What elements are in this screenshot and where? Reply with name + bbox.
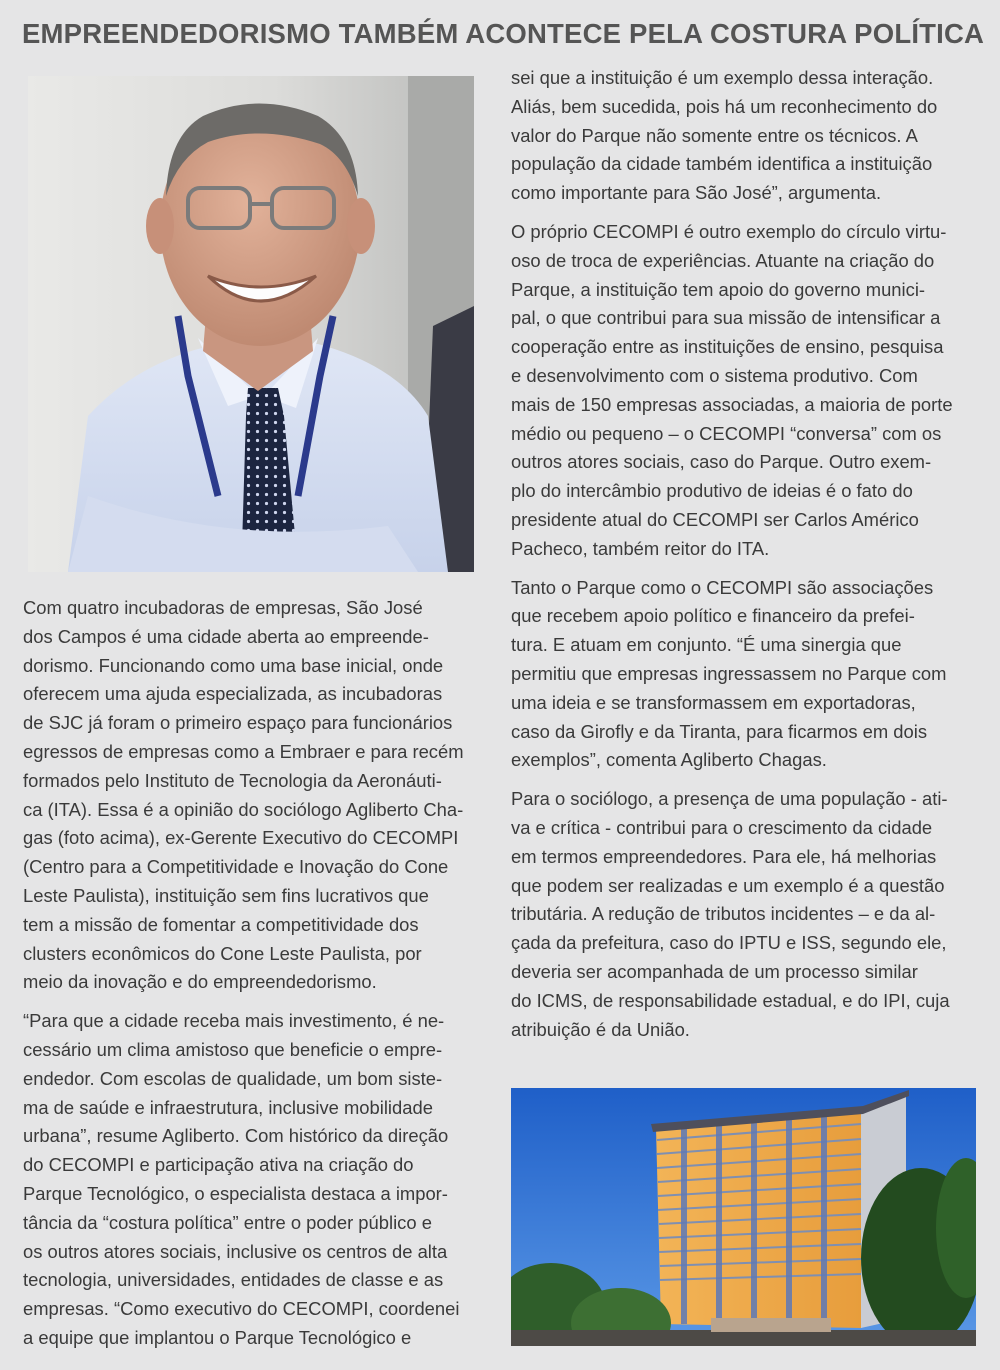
text-line: atribuição é da União. xyxy=(511,1018,690,1040)
text-line: oferecem uma ajuda especializada, as incubadoras xyxy=(23,683,443,705)
text-line: dos Campos é uma cidade aberta ao empreende- xyxy=(23,625,429,647)
text-line: os outros atores sociais, inclusive os centros de alta xyxy=(23,1240,448,1262)
article-headline: EMPREENDEDORISMO TAMBÉM ACONTECE PELA COSTURA POLÍTICA xyxy=(22,18,985,49)
text-line: endedor. Com escolas de qualidade, um bom siste- xyxy=(23,1067,443,1089)
text-line: tância da “costura política” entre o poder público e xyxy=(23,1211,432,1233)
text-line: cessário um clima amistoso que beneficie o empre- xyxy=(23,1038,443,1060)
text-line: tributária. A redução de tributos incidentes – e da al- xyxy=(511,903,936,925)
paragraph xyxy=(511,785,973,1044)
text-line: çada da prefeitura, caso do IPTU e ISS, segundo ele, xyxy=(511,932,947,954)
text-line: em termos empreendedores. Para ele, há melhorias xyxy=(511,845,937,867)
text-line: e desenvolvimento com o sistema produtivo. Com xyxy=(511,364,918,386)
text-line: O próprio CECOMPI é outro exemplo do círculo virtu- xyxy=(511,220,947,242)
text-line: permitiu que empresas ingressassem no Parque com xyxy=(511,662,947,684)
text-line: que podem ser realizadas e um exemplo é a questão xyxy=(511,874,945,896)
text-line: do ICMS, de responsabilidade estadual, e do IPI, cuja xyxy=(511,989,950,1011)
text-line: médio ou pequeno – o CECOMPI “conversa” com os xyxy=(511,422,942,444)
text-line: dorismo. Funcionando como uma base inicial, onde xyxy=(23,654,444,676)
text-line: valor do Parque não somente entre os técnicos. A xyxy=(511,124,918,146)
text-line: ma de saúde e infraestrutura, inclusive mobilidade xyxy=(23,1096,433,1118)
text-line: va e crítica - contribui para o crescimento da cidade xyxy=(511,816,933,838)
text-line: deveria ser acompanhada de um processo similar xyxy=(511,960,918,982)
paragraph xyxy=(23,1007,475,1353)
paragraph xyxy=(511,574,973,776)
text-line: formados pelo Instituto de Tecnologia da Aeronáuti- xyxy=(23,769,442,791)
text-line: outros atores sociais, caso do Parque. Outro exem- xyxy=(511,451,932,473)
text-line: empresas. “Como executivo do CECOMPI, coordenei xyxy=(23,1298,460,1320)
text-line: exemplos”, comenta Agliberto Chagas. xyxy=(511,749,827,771)
paragraph xyxy=(23,594,475,997)
text-line: população da cidade também identifica a instituição xyxy=(511,153,933,175)
text-line: cooperação entre as instituições de ensino, pesquisa xyxy=(511,336,944,358)
text-line: Leste Paulista), instituição sem fins lucrativos que xyxy=(23,884,429,906)
right-column xyxy=(511,64,973,1044)
text-line: Parque Tecnológico, o especialista destaca a impor- xyxy=(23,1182,448,1204)
text-line: Parque, a instituição tem apoio do governo munici- xyxy=(511,278,926,300)
text-line: (Centro para a Competitividade e Inovação do Cone xyxy=(23,856,449,878)
text-line: como importante para São José”, argumenta. xyxy=(511,182,882,204)
text-line: de SJC já foram o primeiro espaço para funcionários xyxy=(23,712,453,734)
text-line: Para o sociólogo, a presença de uma população - ati- xyxy=(511,788,948,810)
text-line: sei que a instituição é um exemplo dessa interação. xyxy=(511,67,934,88)
paragraph xyxy=(511,64,973,208)
text-line: caso da Girofly e da Tiranta, para ficarmos em dois xyxy=(511,720,928,742)
portrait-photo xyxy=(28,76,474,572)
text-line: ca (ITA). Essa é a opinião do sociólogo Agliberto Cha- xyxy=(23,798,464,820)
text-line: mais de 150 empresas associadas, a maioria de porte xyxy=(511,393,953,415)
left-column xyxy=(23,594,475,1353)
text-line: Pacheco, também reitor do ITA. xyxy=(511,537,770,559)
text-line: urbana”, resume Agliberto. Com histórico da direção xyxy=(23,1125,449,1147)
paragraph xyxy=(511,218,973,564)
text-line: tecnologia, universidades, entidades de classe e as xyxy=(23,1269,444,1291)
text-line: presidente atual do CECOMPI ser Carlos Américo xyxy=(511,508,919,530)
text-line: oso de troca de experiências. Atuante na criação do xyxy=(511,249,935,271)
text-line: tura. E atuam em conjunto. “É uma sinergia que xyxy=(511,634,902,656)
text-line: que recebem apoio político e financeiro da prefei- xyxy=(511,605,915,627)
text-line: Aliás, bem sucedida, pois há um reconhecimento do xyxy=(511,95,938,117)
text-line: tem a missão de fomentar a competitividade dos xyxy=(23,913,419,935)
text-line: pal, o que contribui para sua missão de intensificar a xyxy=(511,307,941,329)
text-line: meio da inovação e do empreendedorismo. xyxy=(23,971,377,993)
text-line: plo do intercâmbio produtivo de ideias é o fato do xyxy=(511,480,913,502)
text-line: a equipe que implantou o Parque Tecnológico e xyxy=(23,1326,412,1348)
text-line: egressos de empresas como a Embraer e para recém xyxy=(23,740,464,762)
building-photo xyxy=(511,1088,976,1346)
text-line: Tanto o Parque como o CECOMPI são associações xyxy=(511,576,934,598)
text-line: Com quatro incubadoras de empresas, São José xyxy=(23,597,423,618)
text-line: “Para que a cidade receba mais investimento, é ne- xyxy=(23,1010,445,1032)
text-line: clusters econômicos do Cone Leste Paulista, por xyxy=(23,942,422,964)
text-line: do CECOMPI e participação ativa na criação do xyxy=(23,1154,414,1176)
text-line: uma ideia e se transformassem em exportadoras, xyxy=(511,691,916,713)
text-line: gas (foto acima), ex-Gerente Executivo do CECOMPI xyxy=(23,827,459,849)
